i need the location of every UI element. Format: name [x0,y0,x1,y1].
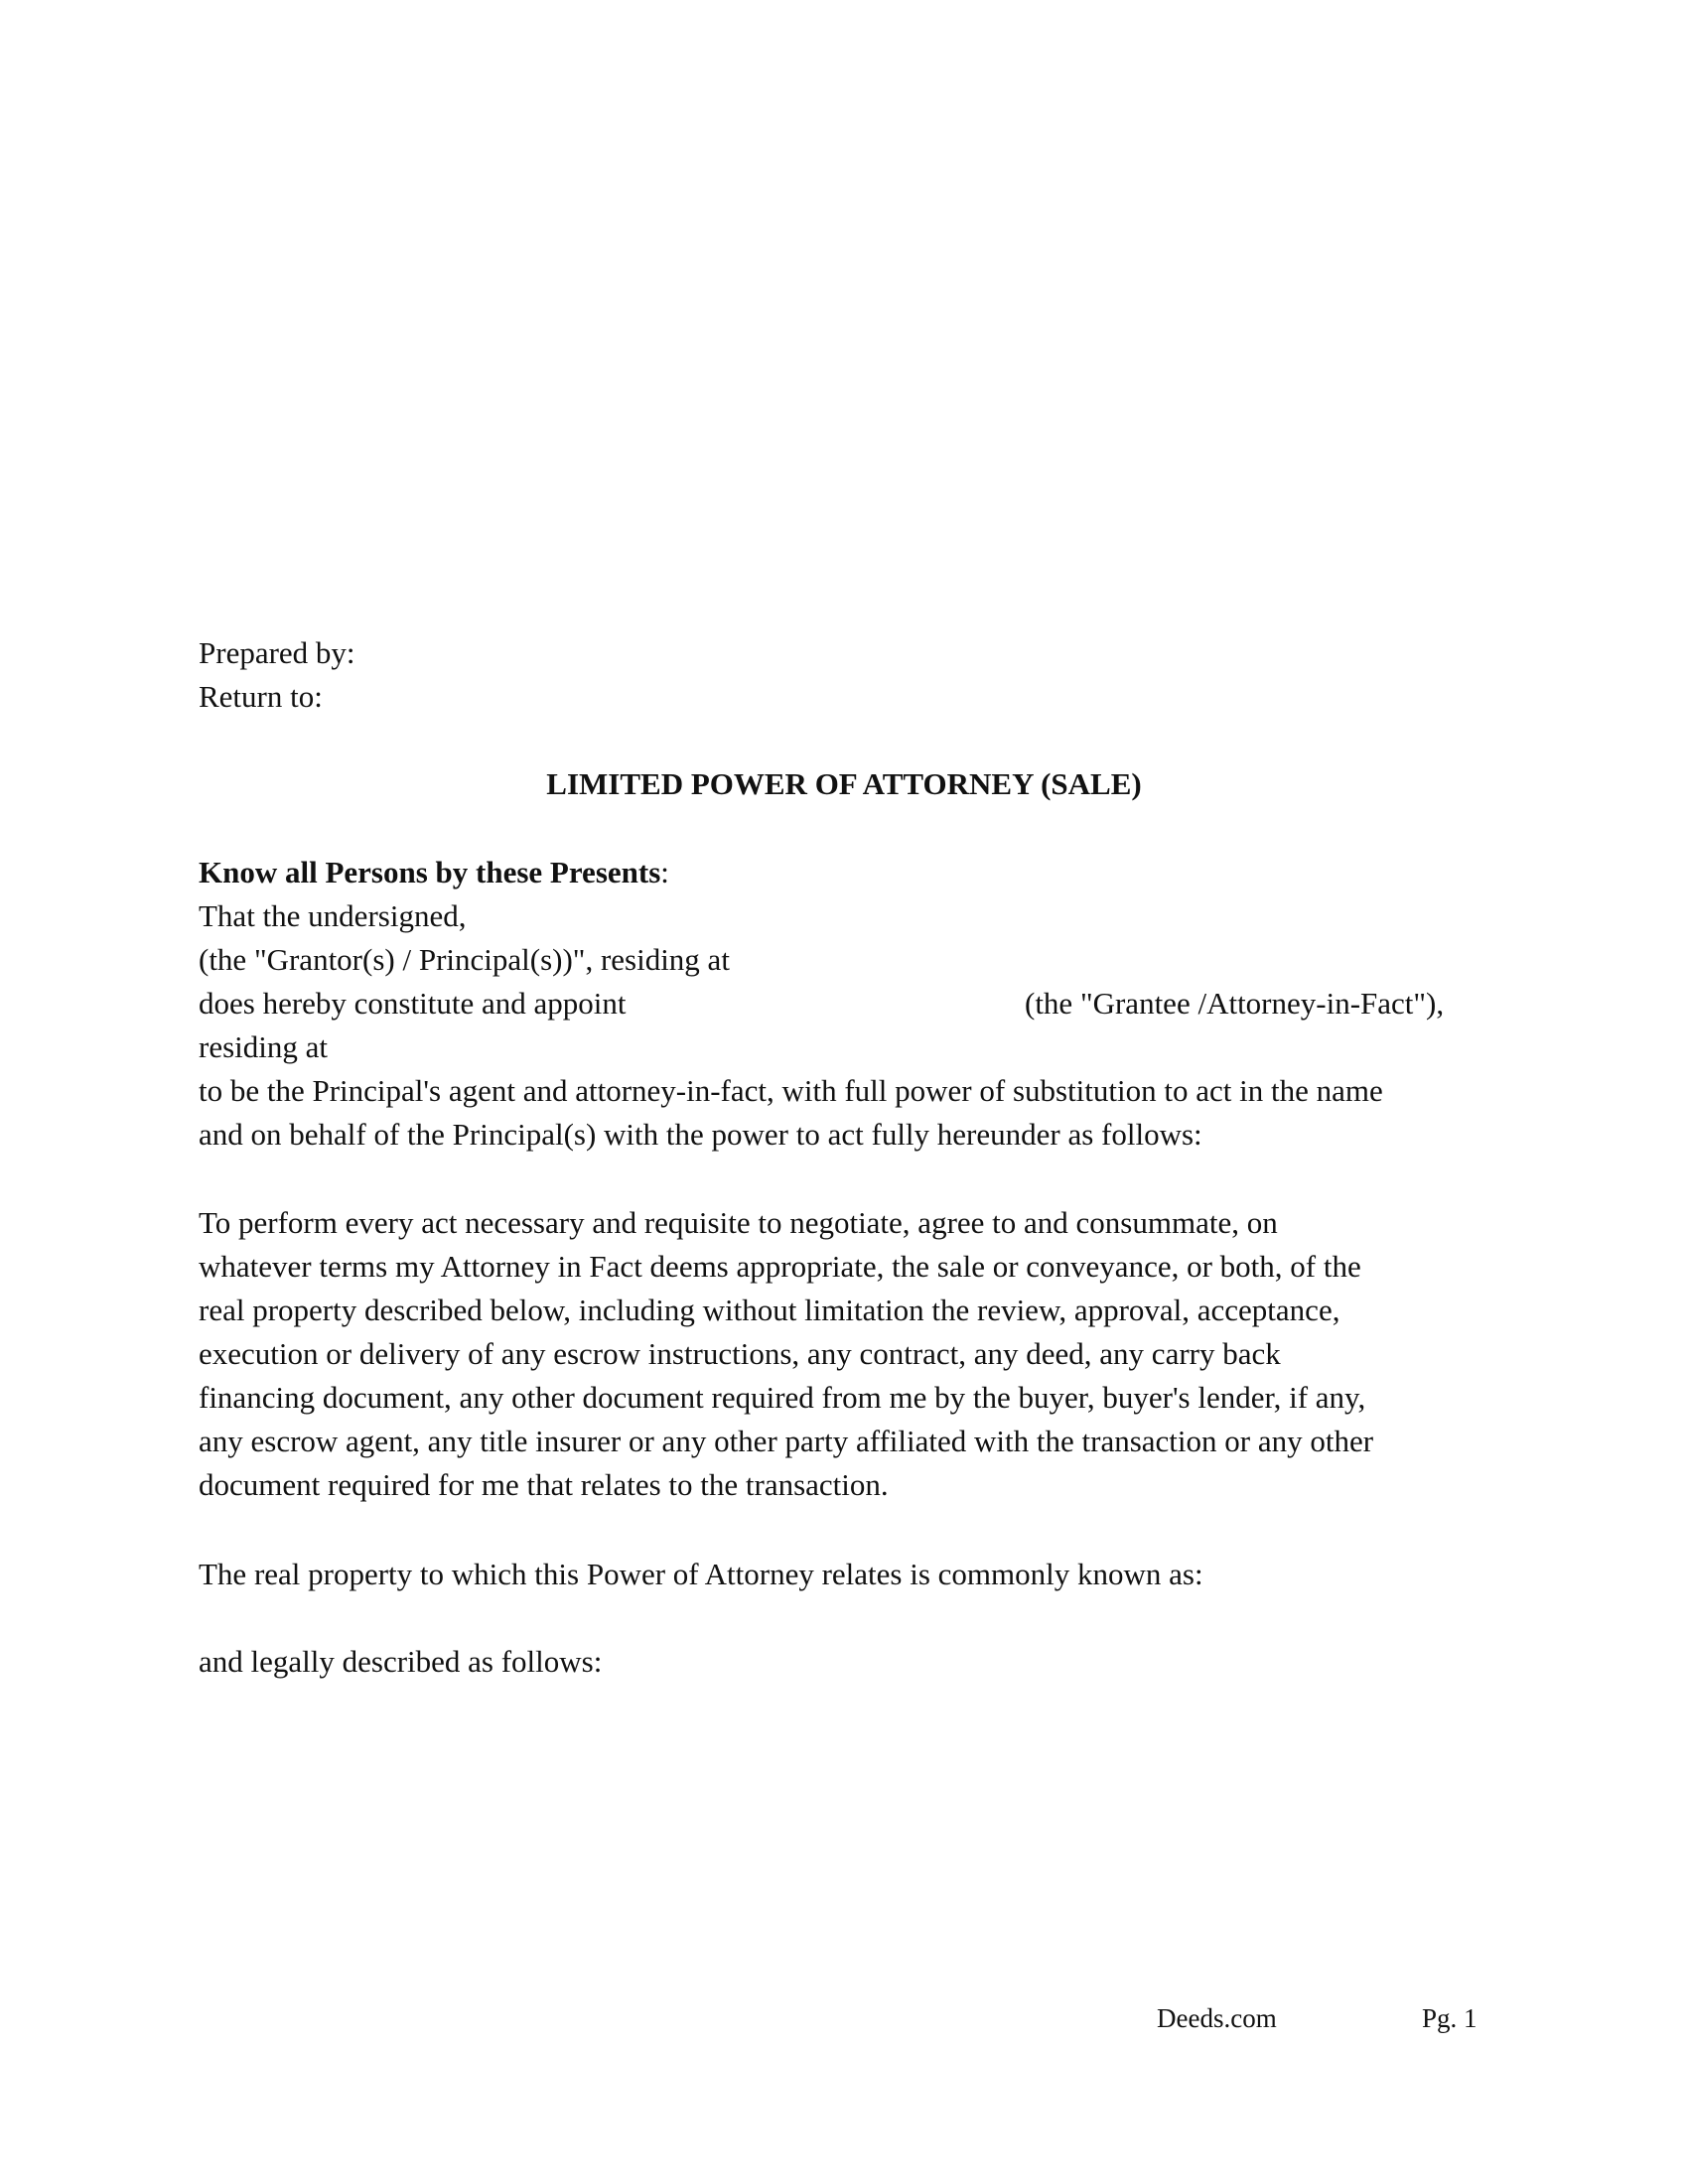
footer-site: Deeds.com [1157,2003,1277,2033]
undersigned-line: That the undersigned, [199,898,467,933]
powers-paragraph [199,1201,1489,1507]
powers-line: document required for me that relates to the transaction. [199,1467,889,1502]
know-all-colon: : [660,855,669,889]
return-to-label: Return to: [199,679,323,714]
prepared-by-label: Prepared by: [199,635,355,670]
appoint-line-left: does hereby constitute and appoint [199,986,627,1021]
powers-line: financing document, any other document required from me by the buyer, buyer's lender, if any, [199,1380,1366,1415]
property-legal-description: and legally described as follows: [199,1644,603,1679]
agent-line-2: and on behalf of the Principal(s) with the power to act fully hereunder as follows: [199,1117,1202,1152]
powers-line: whatever terms my Attorney in Fact deems appropriate, the sale or conveyance, or both, of the [199,1249,1361,1284]
powers-line: execution or delivery of any escrow instructions, any contract, any deed, any carry back [199,1336,1281,1371]
know-all-line [199,851,669,894]
know-all-heading: Know all Persons by these Presents [199,855,661,889]
document-title: LIMITED POWER OF ATTORNEY (SALE) [546,766,1142,801]
powers-line: To perform every act necessary and requisite to negotiate, agree to and consummate, on [199,1205,1278,1240]
powers-line: real property described below, including without limitation the review, approval, acceptance, [199,1293,1340,1327]
powers-line: any escrow agent, any title insurer or any other party affiliated with the transaction or any other [199,1424,1374,1458]
footer-page-number: Pg. 1 [1422,2003,1477,2033]
property-known-as: The real property to which this Power of Attorney relates is commonly known as: [199,1557,1203,1591]
grantor-line: (the "Grantor(s) / Principal(s))", residing at [199,942,730,977]
residing-line: residing at [199,1029,328,1064]
agent-line-1: to be the Principal's agent and attorney-in-fact, with full power of substitution to act in the name [199,1073,1383,1108]
appoint-line-right: (the "Grantee /Attorney-in-Fact"), [1025,986,1445,1021]
